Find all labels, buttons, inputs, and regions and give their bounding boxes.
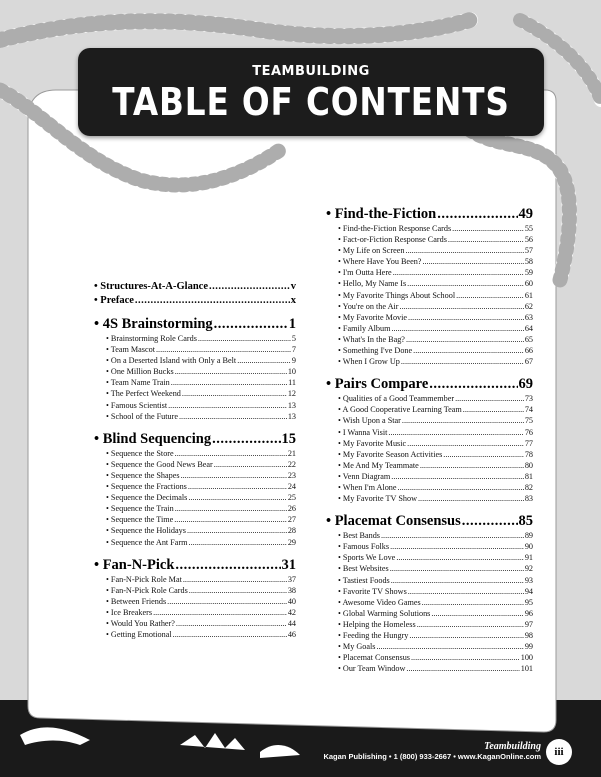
entry-page-number: 58 xyxy=(524,257,533,267)
toc-item-list xyxy=(326,393,533,504)
entry-page-number: 91 xyxy=(524,553,533,563)
dot-leader xyxy=(198,333,291,344)
entry-title: • Sequence the Good News Bear xyxy=(106,459,213,469)
entry-page-number: 81 xyxy=(524,471,533,481)
dot-leader xyxy=(381,530,524,541)
toc-entry[interactable] xyxy=(338,438,533,449)
toc-entry[interactable] xyxy=(338,552,533,563)
dot-leader xyxy=(391,323,523,334)
page-title: TABLE OF CONTENTS xyxy=(112,80,510,124)
entry-page-number: 26 xyxy=(287,504,296,514)
entry-title: • A Good Cooperative Learning Team xyxy=(338,405,462,415)
toc-left-column xyxy=(94,281,296,640)
entry-title: • Fan-N-Pick Role Cards xyxy=(106,585,188,595)
section-page-number: 31 xyxy=(281,556,296,573)
dot-leader xyxy=(400,301,524,312)
toc-entry[interactable] xyxy=(338,415,533,426)
dot-leader xyxy=(413,345,524,356)
banner-subtitle: TEAMBUILDING xyxy=(252,64,370,79)
toc-entry[interactable] xyxy=(338,619,533,630)
entry-title: • Famous Folks xyxy=(338,542,390,552)
entry-title: • My Favorite Music xyxy=(338,438,407,448)
entry-page-number: 9 xyxy=(291,356,296,366)
dot-leader xyxy=(406,334,524,345)
entry-page-number: 98 xyxy=(524,631,533,640)
toc-section xyxy=(94,295,296,308)
dot-leader xyxy=(171,377,287,388)
entry-title: • Feeding the Hungry xyxy=(338,631,409,640)
dot-leader xyxy=(402,415,524,426)
footer-brand: Teambuilding xyxy=(484,741,541,752)
toc-item-list xyxy=(94,333,296,422)
section-title: • 4S Brainstorming xyxy=(94,316,213,332)
dot-leader xyxy=(455,393,524,404)
toc-entry[interactable] xyxy=(338,563,533,574)
toc-section-heading[interactable] xyxy=(326,376,533,393)
toc-section-heading[interactable] xyxy=(94,557,296,574)
entry-page-number: 22 xyxy=(287,459,296,469)
entry-page-number: 63 xyxy=(524,312,533,322)
entry-page-number: 80 xyxy=(524,460,533,470)
toc-entry[interactable] xyxy=(106,481,296,492)
entry-page-number: 44 xyxy=(287,618,296,628)
dot-leader xyxy=(188,492,287,503)
toc-entry[interactable] xyxy=(106,503,296,514)
toc-entry[interactable] xyxy=(106,607,296,618)
dot-leader xyxy=(153,607,287,618)
entry-title: • Something I've Done xyxy=(338,346,413,356)
entry-title: • My Favorite Movie xyxy=(338,312,408,322)
toc-entry[interactable] xyxy=(106,400,296,411)
entry-title: • Fan-N-Pick Role Mat xyxy=(106,574,182,584)
dot-leader xyxy=(456,290,524,301)
entry-page-number: 5 xyxy=(291,334,296,343)
entry-page-number: 40 xyxy=(287,596,296,606)
toc-entry[interactable] xyxy=(338,278,533,289)
entry-title: • My Goals xyxy=(338,642,376,652)
entry-title: • Helping the Homeless xyxy=(338,619,416,629)
toc-entry[interactable] xyxy=(338,312,533,323)
toc-entry[interactable] xyxy=(106,629,296,640)
entry-title: • Qualities of a Good Teammember xyxy=(338,394,455,404)
toc-entry[interactable] xyxy=(338,652,533,663)
toc-entry[interactable] xyxy=(338,482,533,493)
dot-leader xyxy=(391,471,524,482)
entry-title: • Sequence the Fractions xyxy=(106,482,187,492)
entry-page-number: 78 xyxy=(524,449,533,459)
entry-title: • Sequence the Ant Farm xyxy=(106,537,188,547)
toc-entry[interactable] xyxy=(338,245,533,256)
dot-leader xyxy=(408,586,524,597)
dot-leader xyxy=(401,356,524,367)
toc-entry[interactable] xyxy=(106,574,296,585)
entry-page-number: 73 xyxy=(524,394,533,404)
dot-leader xyxy=(391,575,524,586)
toc-section xyxy=(94,281,296,294)
entry-page-number: 12 xyxy=(287,389,296,399)
toc-entry[interactable] xyxy=(106,618,296,629)
dot-leader xyxy=(452,223,524,234)
toc-section xyxy=(326,376,533,504)
toc-item-list xyxy=(326,223,533,367)
section-title: • Find-the-Fiction xyxy=(326,206,437,222)
toc-entry[interactable] xyxy=(338,471,533,482)
entry-title: • The Perfect Weekend xyxy=(106,389,181,399)
entry-title: • When I Grow Up xyxy=(338,357,400,367)
dot-leader xyxy=(407,438,524,449)
entry-page-number: 11 xyxy=(288,378,296,388)
entry-title: • Family Album xyxy=(338,323,391,333)
toc-section xyxy=(326,513,533,674)
dot-leader xyxy=(174,514,287,525)
toc-section-heading[interactable] xyxy=(94,281,296,294)
dot-leader xyxy=(175,557,280,574)
entry-page-number: 24 xyxy=(287,482,296,492)
section-page-number: v xyxy=(290,281,296,292)
dot-leader xyxy=(406,245,524,256)
toc-entry[interactable] xyxy=(338,608,533,619)
section-page-number: 1 xyxy=(288,316,296,332)
dot-leader xyxy=(407,278,524,289)
toc-section-heading[interactable] xyxy=(94,431,296,448)
toc-entry[interactable] xyxy=(338,234,533,245)
entry-title: • My Favorite Things About School xyxy=(338,290,456,300)
entry-title: • Awesome Video Games xyxy=(338,597,421,607)
entry-page-number: 59 xyxy=(524,268,533,278)
dot-leader xyxy=(431,608,523,619)
entry-title: • On a Deserted Island with Only a Belt xyxy=(106,356,237,366)
toc-entry[interactable] xyxy=(106,459,296,470)
toc-entry[interactable] xyxy=(106,344,296,355)
entry-title: • Sequence the Decimals xyxy=(106,493,188,503)
dot-leader xyxy=(175,366,287,377)
toc-entry[interactable] xyxy=(338,641,533,652)
entry-title: • Sequence the Holidays xyxy=(106,526,186,536)
section-page-number: 49 xyxy=(518,206,533,222)
toc-entry[interactable] xyxy=(106,470,296,481)
toc-entry[interactable] xyxy=(106,585,296,596)
toc-entry[interactable] xyxy=(338,356,533,367)
entry-page-number: 95 xyxy=(524,597,533,607)
toc-section-heading[interactable] xyxy=(326,513,533,530)
entry-title: • I Wanna Visit xyxy=(338,427,388,437)
dot-leader xyxy=(173,629,287,640)
toc-entry[interactable] xyxy=(106,596,296,607)
toc-section-heading[interactable] xyxy=(94,316,296,333)
entry-title: • Best Websites xyxy=(338,564,389,574)
section-page-number: 85 xyxy=(518,513,533,530)
entry-page-number: 13 xyxy=(287,411,296,421)
entry-page-number: 57 xyxy=(524,246,533,256)
dot-leader xyxy=(181,470,287,481)
entry-title: • Where Have You Been? xyxy=(338,257,422,267)
entry-title: • Team Name Train xyxy=(106,378,170,388)
entry-page-number: 83 xyxy=(524,494,533,504)
toc-entry[interactable] xyxy=(106,388,296,399)
entry-page-number: 77 xyxy=(524,438,533,448)
dot-leader xyxy=(420,460,524,471)
entry-title: • You're on the Air xyxy=(338,301,399,311)
entry-title: • I'm Outta Here xyxy=(338,268,392,278)
entry-page-number: 62 xyxy=(524,301,533,311)
toc-entry[interactable] xyxy=(338,493,533,504)
entry-page-number: 37 xyxy=(287,574,296,584)
entry-title: • Fact-or-Fiction Response Cards xyxy=(338,235,447,245)
entry-title: • School of the Future xyxy=(106,411,178,421)
entry-page-number: 92 xyxy=(524,564,533,574)
entry-page-number: 90 xyxy=(524,542,533,552)
entry-title: • Between Friends xyxy=(106,596,167,606)
entry-page-number: 89 xyxy=(524,531,533,541)
section-page-number: 15 xyxy=(281,430,296,447)
entry-page-number: 13 xyxy=(287,400,296,410)
dot-leader xyxy=(237,355,291,366)
dot-leader xyxy=(390,563,524,574)
section-page-number: 69 xyxy=(518,376,533,393)
toc-right-column xyxy=(326,206,533,674)
entry-page-number: 66 xyxy=(524,346,533,356)
dot-leader xyxy=(417,619,524,630)
entry-page-number: 27 xyxy=(287,515,296,525)
section-title: • Preface xyxy=(94,294,134,306)
dot-leader xyxy=(168,400,287,411)
entry-title: • Tastiest Foods xyxy=(338,575,390,585)
entry-page-number: 93 xyxy=(524,575,533,585)
entry-page-number: 96 xyxy=(524,608,533,618)
toc-entry[interactable] xyxy=(338,460,533,471)
dot-leader xyxy=(448,234,524,245)
dot-leader xyxy=(443,449,524,460)
dot-leader xyxy=(212,431,280,448)
dot-leader xyxy=(209,281,290,294)
dot-leader xyxy=(418,493,524,504)
page-number-badge: iii xyxy=(546,739,572,765)
entry-page-number: 94 xyxy=(524,586,533,596)
toc-entry[interactable] xyxy=(338,630,533,641)
dot-leader xyxy=(179,411,287,422)
toc-entry[interactable] xyxy=(106,525,296,536)
dot-leader xyxy=(422,597,524,608)
entry-title: • Best Bands xyxy=(338,531,380,541)
toc-entry[interactable] xyxy=(338,586,533,597)
entry-page-number: 65 xyxy=(524,334,533,344)
dot-leader xyxy=(183,574,287,585)
dot-leader xyxy=(135,295,290,308)
dot-leader xyxy=(388,427,523,438)
toc-entry[interactable] xyxy=(338,345,533,356)
entry-title: • Sequence the Store xyxy=(106,448,174,458)
toc-entry[interactable] xyxy=(338,223,533,234)
entry-page-number: 21 xyxy=(287,448,296,458)
entry-page-number: 82 xyxy=(524,482,533,492)
entry-title: • Sequence the Time xyxy=(106,515,174,525)
section-page-number: x xyxy=(290,294,296,306)
entry-title: • My Favorite TV Show xyxy=(338,494,417,504)
entry-page-number: 7 xyxy=(291,345,296,355)
entry-title: • Wish Upon a Star xyxy=(338,416,401,426)
entry-title: • Team Mascot xyxy=(106,345,155,355)
entry-title: • Global Warming Solutions xyxy=(338,608,431,618)
section-title: • Structures-At-A-Glance xyxy=(94,281,208,292)
entry-title: • Sequence the Shapes xyxy=(106,470,180,480)
entry-page-number: 67 xyxy=(524,357,533,367)
dot-leader xyxy=(214,459,287,470)
toc-entry[interactable] xyxy=(338,256,533,267)
title-banner xyxy=(78,48,544,136)
toc-entry[interactable] xyxy=(106,411,296,422)
entry-page-number: 74 xyxy=(524,405,533,415)
toc-item-list xyxy=(326,530,533,674)
toc-entry[interactable] xyxy=(106,514,296,525)
entry-page-number: 100 xyxy=(520,653,533,663)
entry-page-number: 60 xyxy=(524,279,533,289)
toc-entry[interactable] xyxy=(106,377,296,388)
dot-leader xyxy=(409,630,523,641)
dot-leader xyxy=(422,256,523,267)
entry-page-number: 46 xyxy=(287,630,296,640)
section-title: • Pairs Compare xyxy=(326,376,429,393)
dot-leader xyxy=(187,525,287,536)
toc-section xyxy=(326,206,533,367)
entry-page-number: 29 xyxy=(287,537,296,547)
dot-leader xyxy=(396,552,523,563)
entry-title: • My Life on Screen xyxy=(338,246,405,256)
toc-entry[interactable] xyxy=(338,267,533,278)
entry-page-number: 55 xyxy=(524,224,533,233)
entry-page-number: 42 xyxy=(287,607,296,617)
toc-section-heading[interactable] xyxy=(326,206,533,223)
entry-page-number: 28 xyxy=(287,526,296,536)
dot-leader xyxy=(406,663,519,674)
entry-title: • Sports We Love xyxy=(338,553,396,563)
entry-title: • Ice Breakers xyxy=(106,607,153,617)
section-title: • Fan-N-Pick xyxy=(94,556,175,573)
entry-title: • One Million Bucks xyxy=(106,367,174,377)
toc-entry[interactable] xyxy=(106,366,296,377)
dot-leader xyxy=(156,344,291,355)
toc-entry[interactable] xyxy=(338,575,533,586)
dot-leader xyxy=(393,267,524,278)
entry-page-number: 101 xyxy=(520,664,533,674)
toc-entry[interactable] xyxy=(106,492,296,503)
entry-title: • Brainstorming Role Cards xyxy=(106,334,197,343)
entry-page-number: 38 xyxy=(287,585,296,595)
entry-title: • Favorite TV Shows xyxy=(338,586,407,596)
entry-page-number: 97 xyxy=(524,619,533,629)
dot-leader xyxy=(182,388,287,399)
dot-leader xyxy=(176,618,287,629)
entry-title: • When I'm Alone xyxy=(338,482,397,492)
dot-leader xyxy=(175,448,287,459)
toc-entry[interactable] xyxy=(338,663,533,674)
toc-entry[interactable] xyxy=(106,537,296,548)
toc-entry[interactable] xyxy=(106,355,296,366)
toc-entry[interactable] xyxy=(338,427,533,438)
toc-entry[interactable] xyxy=(338,393,533,404)
entry-title: • What's In the Bag? xyxy=(338,334,405,344)
dot-leader xyxy=(463,404,524,415)
entry-page-number: 75 xyxy=(524,416,533,426)
toc-entry[interactable] xyxy=(338,530,533,541)
dot-leader xyxy=(175,503,287,514)
toc-item-list xyxy=(94,448,296,548)
entry-title: • Hello, My Name Is xyxy=(338,279,407,289)
dot-leader xyxy=(408,312,524,323)
entry-title: • Famous Scientist xyxy=(106,400,168,410)
toc-entry[interactable] xyxy=(338,449,533,460)
dot-leader xyxy=(462,513,518,530)
dot-leader xyxy=(167,596,287,607)
entry-title: • My Favorite Season Activities xyxy=(338,449,443,459)
toc-entry[interactable] xyxy=(338,597,533,608)
dot-leader xyxy=(188,481,287,492)
toc-entry[interactable] xyxy=(338,404,533,415)
dot-leader xyxy=(189,585,287,596)
toc-entry[interactable] xyxy=(338,334,533,345)
toc-entry[interactable] xyxy=(338,323,533,334)
entry-page-number: 23 xyxy=(287,470,296,480)
toc-entry[interactable] xyxy=(338,290,533,301)
entry-title: • Find-the-Fiction Response Cards xyxy=(338,224,452,233)
toc-section xyxy=(94,431,296,548)
dot-leader xyxy=(390,541,524,552)
entry-page-number: 76 xyxy=(524,427,533,437)
entry-page-number: 99 xyxy=(524,642,533,652)
toc-item-list xyxy=(94,574,296,641)
toc-entry[interactable] xyxy=(338,301,533,312)
toc-section xyxy=(94,557,296,641)
entry-page-number: 56 xyxy=(524,235,533,245)
entry-title: • Me And My Teammate xyxy=(338,460,419,470)
entry-title: • Sequence the Train xyxy=(106,504,174,514)
toc-section-heading[interactable] xyxy=(94,295,296,308)
dot-leader xyxy=(189,537,287,548)
dot-leader xyxy=(398,482,524,493)
entry-title: • Venn Diagram xyxy=(338,471,391,481)
section-title: • Blind Sequencing xyxy=(94,430,212,447)
dot-leader xyxy=(429,376,517,393)
toc-entry[interactable] xyxy=(106,448,296,459)
entry-page-number: 25 xyxy=(287,493,296,503)
toc-entry[interactable] xyxy=(106,333,296,344)
toc-section xyxy=(94,316,296,422)
section-title: • Placemat Consensus xyxy=(326,513,461,530)
entry-title: • Placemat Consensus xyxy=(338,653,410,663)
entry-page-number: 61 xyxy=(524,290,533,300)
entry-title: • Would You Rather? xyxy=(106,618,175,628)
footer-publisher-info: Kagan Publishing • 1 (800) 933-2667 • www.KaganOnline.com xyxy=(323,752,541,761)
dot-leader xyxy=(437,206,517,223)
dot-leader xyxy=(214,316,288,333)
toc-entry[interactable] xyxy=(338,541,533,552)
entry-page-number: 10 xyxy=(287,367,296,377)
entry-title: • Our Team Window xyxy=(338,664,406,674)
dot-leader xyxy=(411,652,520,663)
entry-page-number: 64 xyxy=(524,323,533,333)
dot-leader xyxy=(376,641,523,652)
entry-title: • Getting Emotional xyxy=(106,630,172,640)
